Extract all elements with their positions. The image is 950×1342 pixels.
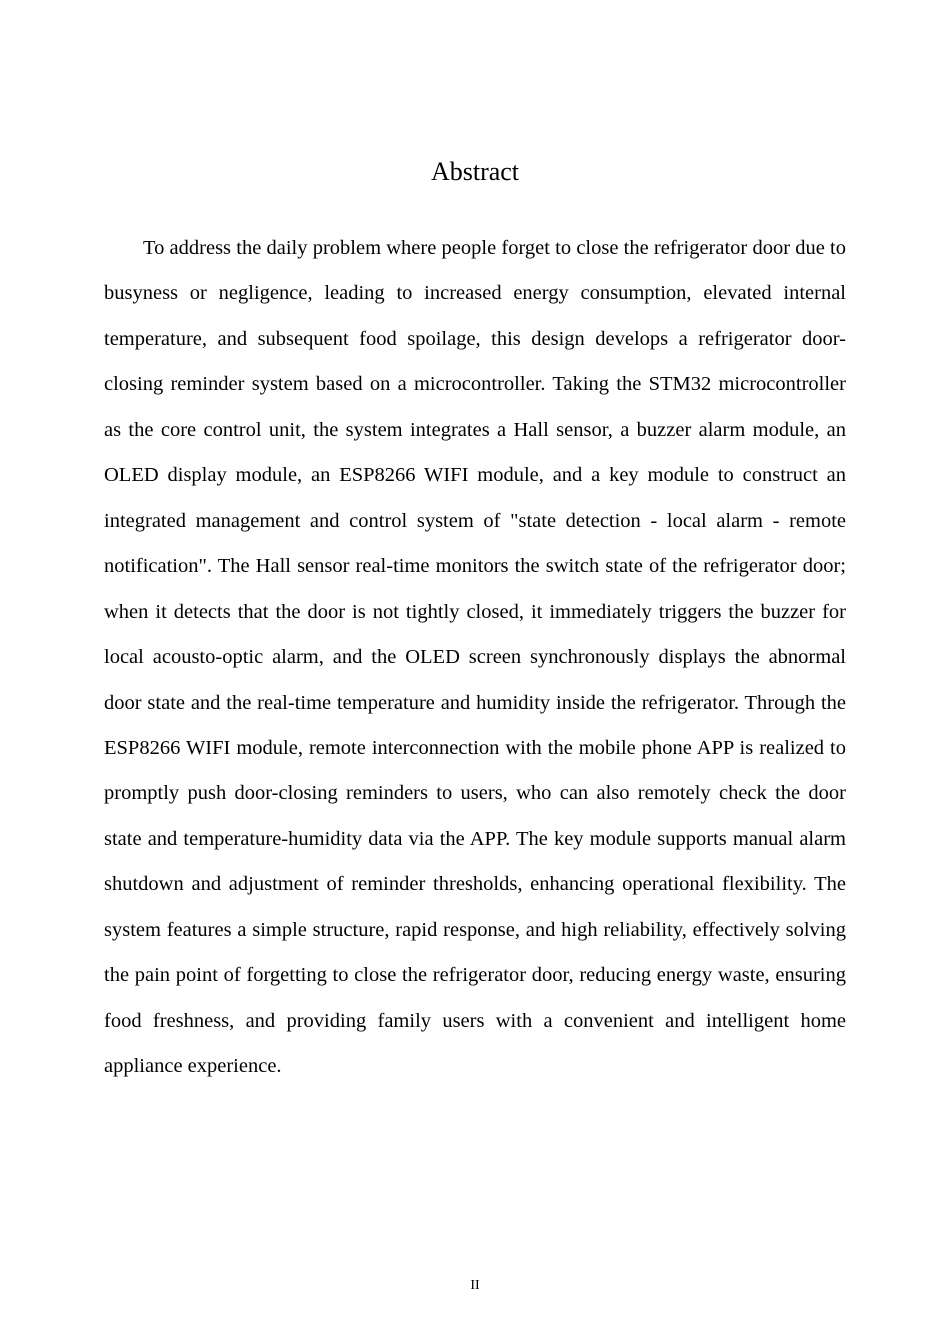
abstract-title: Abstract [430,157,520,186]
page-number: II [470,1278,480,1293]
abstract-body: To address the daily problem where people forget to close the refrigerator door due to busyness or negligence, leading to increased energy consumption, elevated internal temperature, and subsequent food spoilage, this design develops a refrigerator door-closing reminder system based on a microcontroller. Taking the STM32 microcontroller as the core control unit, the system integrates a Hall sensor, a buzzer alarm module, an OLED display module, an ESP8266 WIFI module, and a key module to construct an integrated management and control system of "state detection - local alarm - remote notification". The Hall sensor real-time monitors the switch state of the refrigerator door; when it detects that the door is not tightly closed, it immediately triggers the buzzer for local acousto-optic alarm, and the OLED screen synchronously displays the abnormal door state and the real-time temperature and humidity inside the refrigerator. Through the ESP8266 WIFI module, remote interconnection with the mobile phone APP is realized to promptly push door-closing reminders to users, who can also remotely check the door state and temperature-humidity data via the APP. The key module supports manual alarm shutdown and adjustment of reminder thresholds, enhancing operational flexibility. The system features a simple structure, rapid response, and high reliability, effectively solving the pain point of forgetting to close the refrigerator door, reducing energy waste, ensuring food freshness, and providing family users with a convenient and intelligent home appliance experience. [104,237,846,1078]
